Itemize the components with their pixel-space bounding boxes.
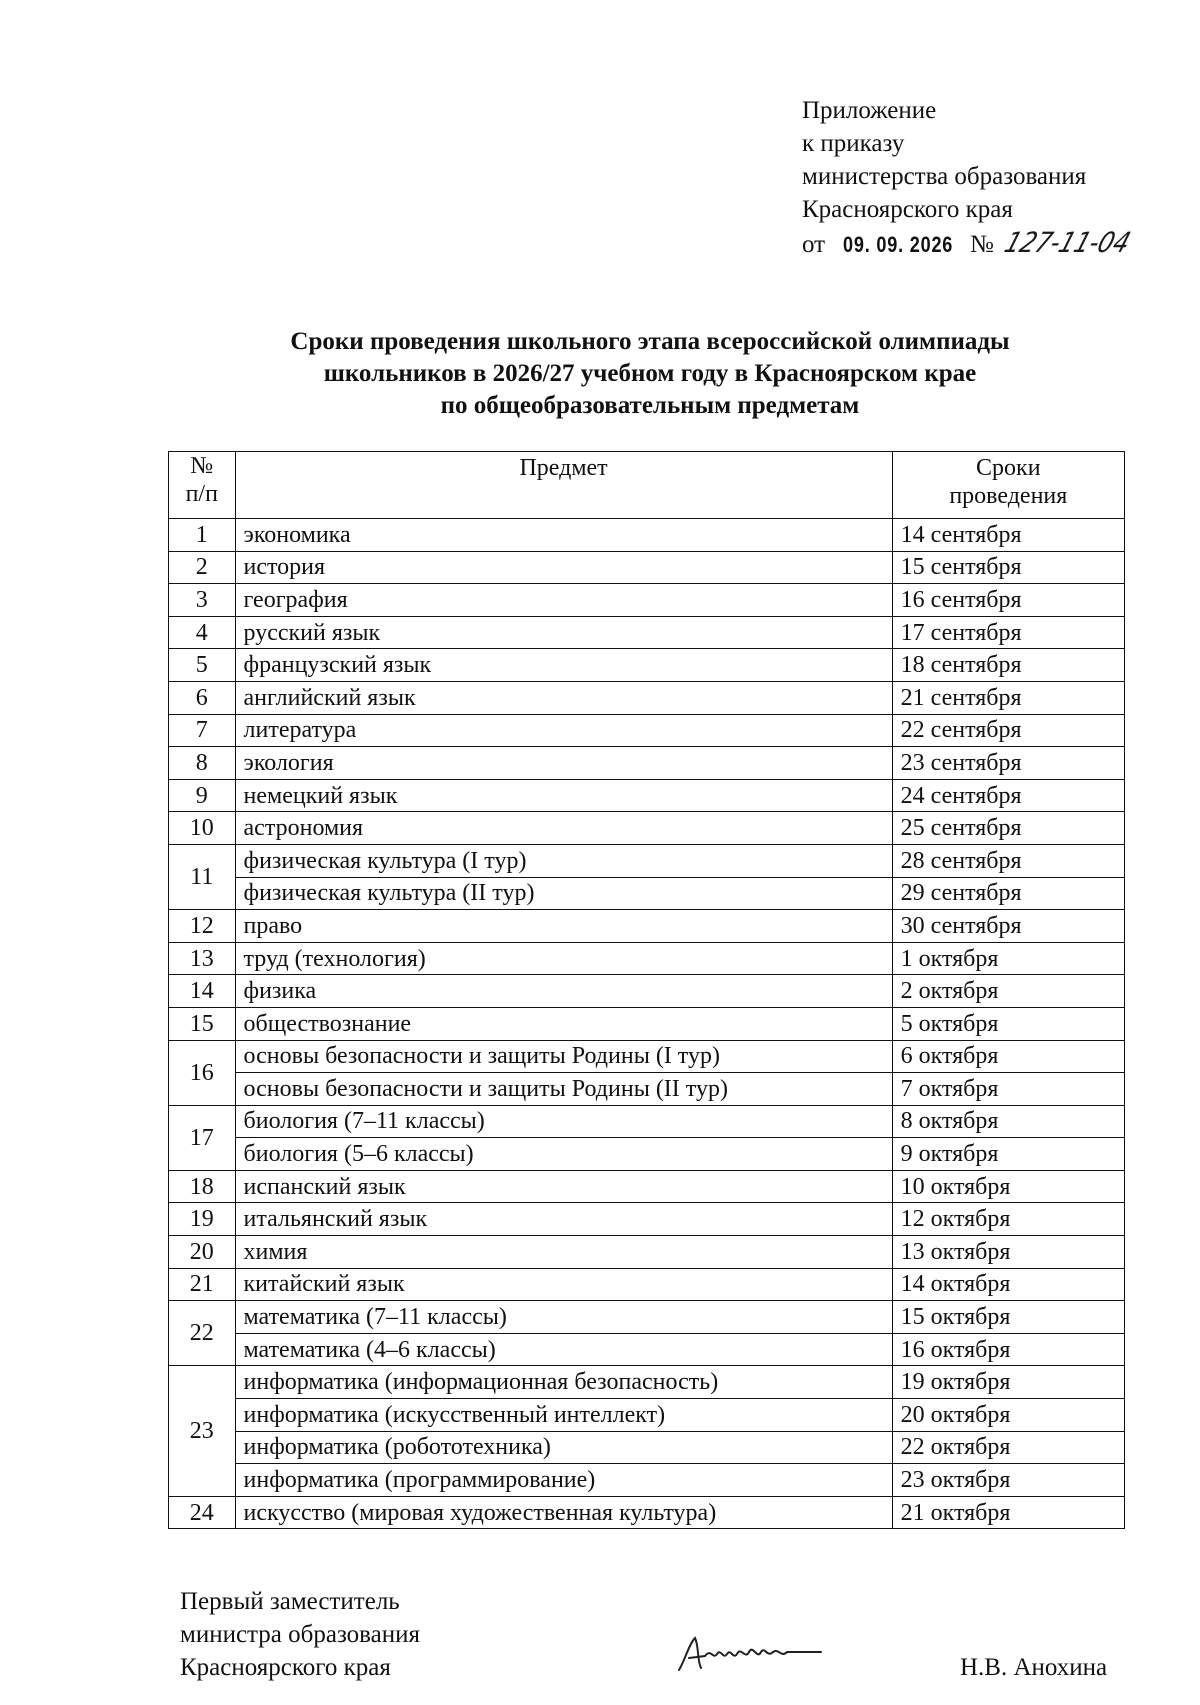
row-subject: основы безопасности и защиты Родины (II тур) [235, 1073, 892, 1106]
table-row [169, 649, 1125, 682]
row-subject: информатика (искусственный интеллект) [235, 1399, 892, 1432]
row-date: 10 октября [892, 1170, 1124, 1203]
row-number: 19 [169, 1203, 236, 1236]
row-subject: экология [235, 747, 892, 780]
title-line-3: по общеобразовательным предметам [440, 392, 860, 419]
table-row [169, 1170, 1125, 1203]
row-subject: итальянский язык [235, 1203, 892, 1236]
row-number: 24 [169, 1496, 236, 1529]
row-date: 16 сентября [892, 584, 1124, 617]
row-number: 21 [169, 1268, 236, 1301]
row-date: 21 октября [892, 1496, 1124, 1529]
row-number: 12 [169, 910, 236, 943]
row-date: 7 октября [892, 1073, 1124, 1106]
row-date: 30 сентября [892, 910, 1124, 943]
row-number: 22 [169, 1301, 236, 1366]
title-line-1: Сроки проведения школьного этапа всероссийской олимпиады [290, 328, 1010, 355]
table-row [169, 1203, 1125, 1236]
table-row [169, 1431, 1125, 1464]
table-row [169, 812, 1125, 845]
row-subject: информатика (робототехника) [235, 1431, 892, 1464]
signer-position-line-2: министра образования [180, 1621, 421, 1648]
row-number: 2 [169, 551, 236, 584]
header-dates [892, 452, 1124, 519]
header-dates-line-1: Сроки [976, 455, 1041, 481]
row-number: 15 [169, 1007, 236, 1040]
table-row [169, 975, 1125, 1008]
row-date: 21 сентября [892, 681, 1124, 714]
row-date: 19 октября [892, 1366, 1124, 1399]
row-date: 18 сентября [892, 649, 1124, 682]
row-number: 16 [169, 1040, 236, 1105]
appendix-line-1: Приложение [802, 97, 937, 124]
title-line-2: школьников в 2026/27 учебном году в Красноярском крае [323, 360, 977, 387]
row-date: 12 октября [892, 1203, 1124, 1236]
table-row [169, 714, 1125, 747]
table-row [169, 747, 1125, 780]
header-number [169, 452, 236, 519]
row-date: 16 октября [892, 1333, 1124, 1366]
row-subject: английский язык [235, 681, 892, 714]
row-date: 8 октября [892, 1105, 1124, 1138]
table-row [169, 1040, 1125, 1073]
order-number-sign: № [969, 231, 994, 258]
row-subject: обществознание [235, 1007, 892, 1040]
row-number: 23 [169, 1366, 236, 1496]
row-date: 29 сентября [892, 877, 1124, 910]
table-row [169, 584, 1125, 617]
signer-position-line-3: Красноярского края [180, 1654, 391, 1681]
schedule-table [168, 451, 1125, 1529]
row-number: 17 [169, 1105, 236, 1170]
table-body [169, 519, 1125, 1529]
table-row [169, 1138, 1125, 1171]
row-subject: информатика (программирование) [235, 1464, 892, 1497]
order-from-label: от [802, 231, 826, 258]
row-subject: экономика [235, 519, 892, 552]
row-number: 6 [169, 681, 236, 714]
row-subject: искусство (мировая художественная культура) [235, 1496, 892, 1529]
table-row [169, 1399, 1125, 1432]
row-subject: химия [235, 1236, 892, 1269]
header-subject: Предмет [235, 452, 892, 519]
table-row [169, 1007, 1125, 1040]
row-date: 14 октября [892, 1268, 1124, 1301]
row-subject: труд (технология) [235, 942, 892, 975]
row-date: 17 сентября [892, 616, 1124, 649]
row-number: 4 [169, 616, 236, 649]
row-date: 23 октября [892, 1464, 1124, 1497]
table-row [169, 942, 1125, 975]
appendix-line-3: министерства образования [802, 163, 1087, 190]
row-number: 3 [169, 584, 236, 617]
table-row [169, 1496, 1125, 1529]
table-row [169, 1073, 1125, 1106]
table-row [169, 519, 1125, 552]
row-date: 25 сентября [892, 812, 1124, 845]
header-number-line-1: № [190, 453, 214, 479]
signer-position-line-1: Первый заместитель [180, 1588, 400, 1615]
table-row [169, 1301, 1125, 1334]
table-row [169, 844, 1125, 877]
row-subject: биология (7–11 классы) [235, 1105, 892, 1138]
table-row [169, 1464, 1125, 1497]
signature-block [180, 1585, 420, 1684]
handwritten-signature [675, 1630, 825, 1683]
row-number: 13 [169, 942, 236, 975]
row-subject: биология (5–6 классы) [235, 1138, 892, 1171]
row-number: 11 [169, 844, 236, 909]
table-header-row [169, 452, 1125, 519]
signer-name: Н.В. Анохина [960, 1654, 1108, 1681]
order-date-stamp: 09. 09. 2026 [843, 232, 954, 257]
row-number: 9 [169, 779, 236, 812]
row-number: 5 [169, 649, 236, 682]
row-subject: основы безопасности и защиты Родины (I тур) [235, 1040, 892, 1073]
appendix-line-2: к приказу [802, 130, 905, 157]
row-subject: астрономия [235, 812, 892, 845]
table-row [169, 1236, 1125, 1269]
row-subject: физическая культура (II тур) [235, 877, 892, 910]
row-subject: испанский язык [235, 1170, 892, 1203]
order-number-handwritten: 127-11-04 [1000, 226, 1135, 259]
row-number: 1 [169, 519, 236, 552]
table-row [169, 1333, 1125, 1366]
row-date: 28 сентября [892, 844, 1124, 877]
row-number: 10 [169, 812, 236, 845]
row-date: 15 сентября [892, 551, 1124, 584]
row-date: 24 сентября [892, 779, 1124, 812]
row-subject: немецкий язык [235, 779, 892, 812]
table-row [169, 910, 1125, 943]
row-subject: физика [235, 975, 892, 1008]
row-subject: китайский язык [235, 1268, 892, 1301]
table-row [169, 1268, 1125, 1301]
row-date: 22 октября [892, 1431, 1124, 1464]
row-number: 18 [169, 1170, 236, 1203]
table-row [169, 551, 1125, 584]
table-row [169, 779, 1125, 812]
row-date: 2 октября [892, 975, 1124, 1008]
row-number: 20 [169, 1236, 236, 1269]
row-date: 22 сентября [892, 714, 1124, 747]
order-date-number-line [802, 226, 1151, 261]
row-date: 15 октября [892, 1301, 1124, 1334]
row-subject: математика (7–11 классы) [235, 1301, 892, 1334]
row-subject: физическая культура (I тур) [235, 844, 892, 877]
row-subject: математика (4–6 классы) [235, 1333, 892, 1366]
row-subject: литература [235, 714, 892, 747]
row-date: 6 октября [892, 1040, 1124, 1073]
row-number: 7 [169, 714, 236, 747]
row-date: 23 сентября [892, 747, 1124, 780]
row-date: 5 октября [892, 1007, 1124, 1040]
row-date: 1 октября [892, 942, 1124, 975]
table-row [169, 1366, 1125, 1399]
row-number: 14 [169, 975, 236, 1008]
row-date: 13 октября [892, 1236, 1124, 1269]
table-row [169, 877, 1125, 910]
table-row [169, 681, 1125, 714]
row-date: 20 октября [892, 1399, 1124, 1432]
appendix-header [802, 94, 1151, 261]
table-row [169, 1105, 1125, 1138]
row-subject: французский язык [235, 649, 892, 682]
row-date: 14 сентября [892, 519, 1124, 552]
header-number-line-2: п/п [185, 481, 218, 507]
row-subject: информатика (информационная безопасность) [235, 1366, 892, 1399]
row-subject: русский язык [235, 616, 892, 649]
appendix-line-4: Красноярского края [802, 196, 1013, 223]
row-subject: право [235, 910, 892, 943]
signature-scribble [675, 1630, 825, 1678]
row-subject: география [235, 584, 892, 617]
header-dates-line-2: проведения [949, 483, 1068, 509]
row-date: 9 октября [892, 1138, 1124, 1171]
table-row [169, 616, 1125, 649]
row-subject: история [235, 551, 892, 584]
document-title [150, 326, 1150, 422]
row-number: 8 [169, 747, 236, 780]
